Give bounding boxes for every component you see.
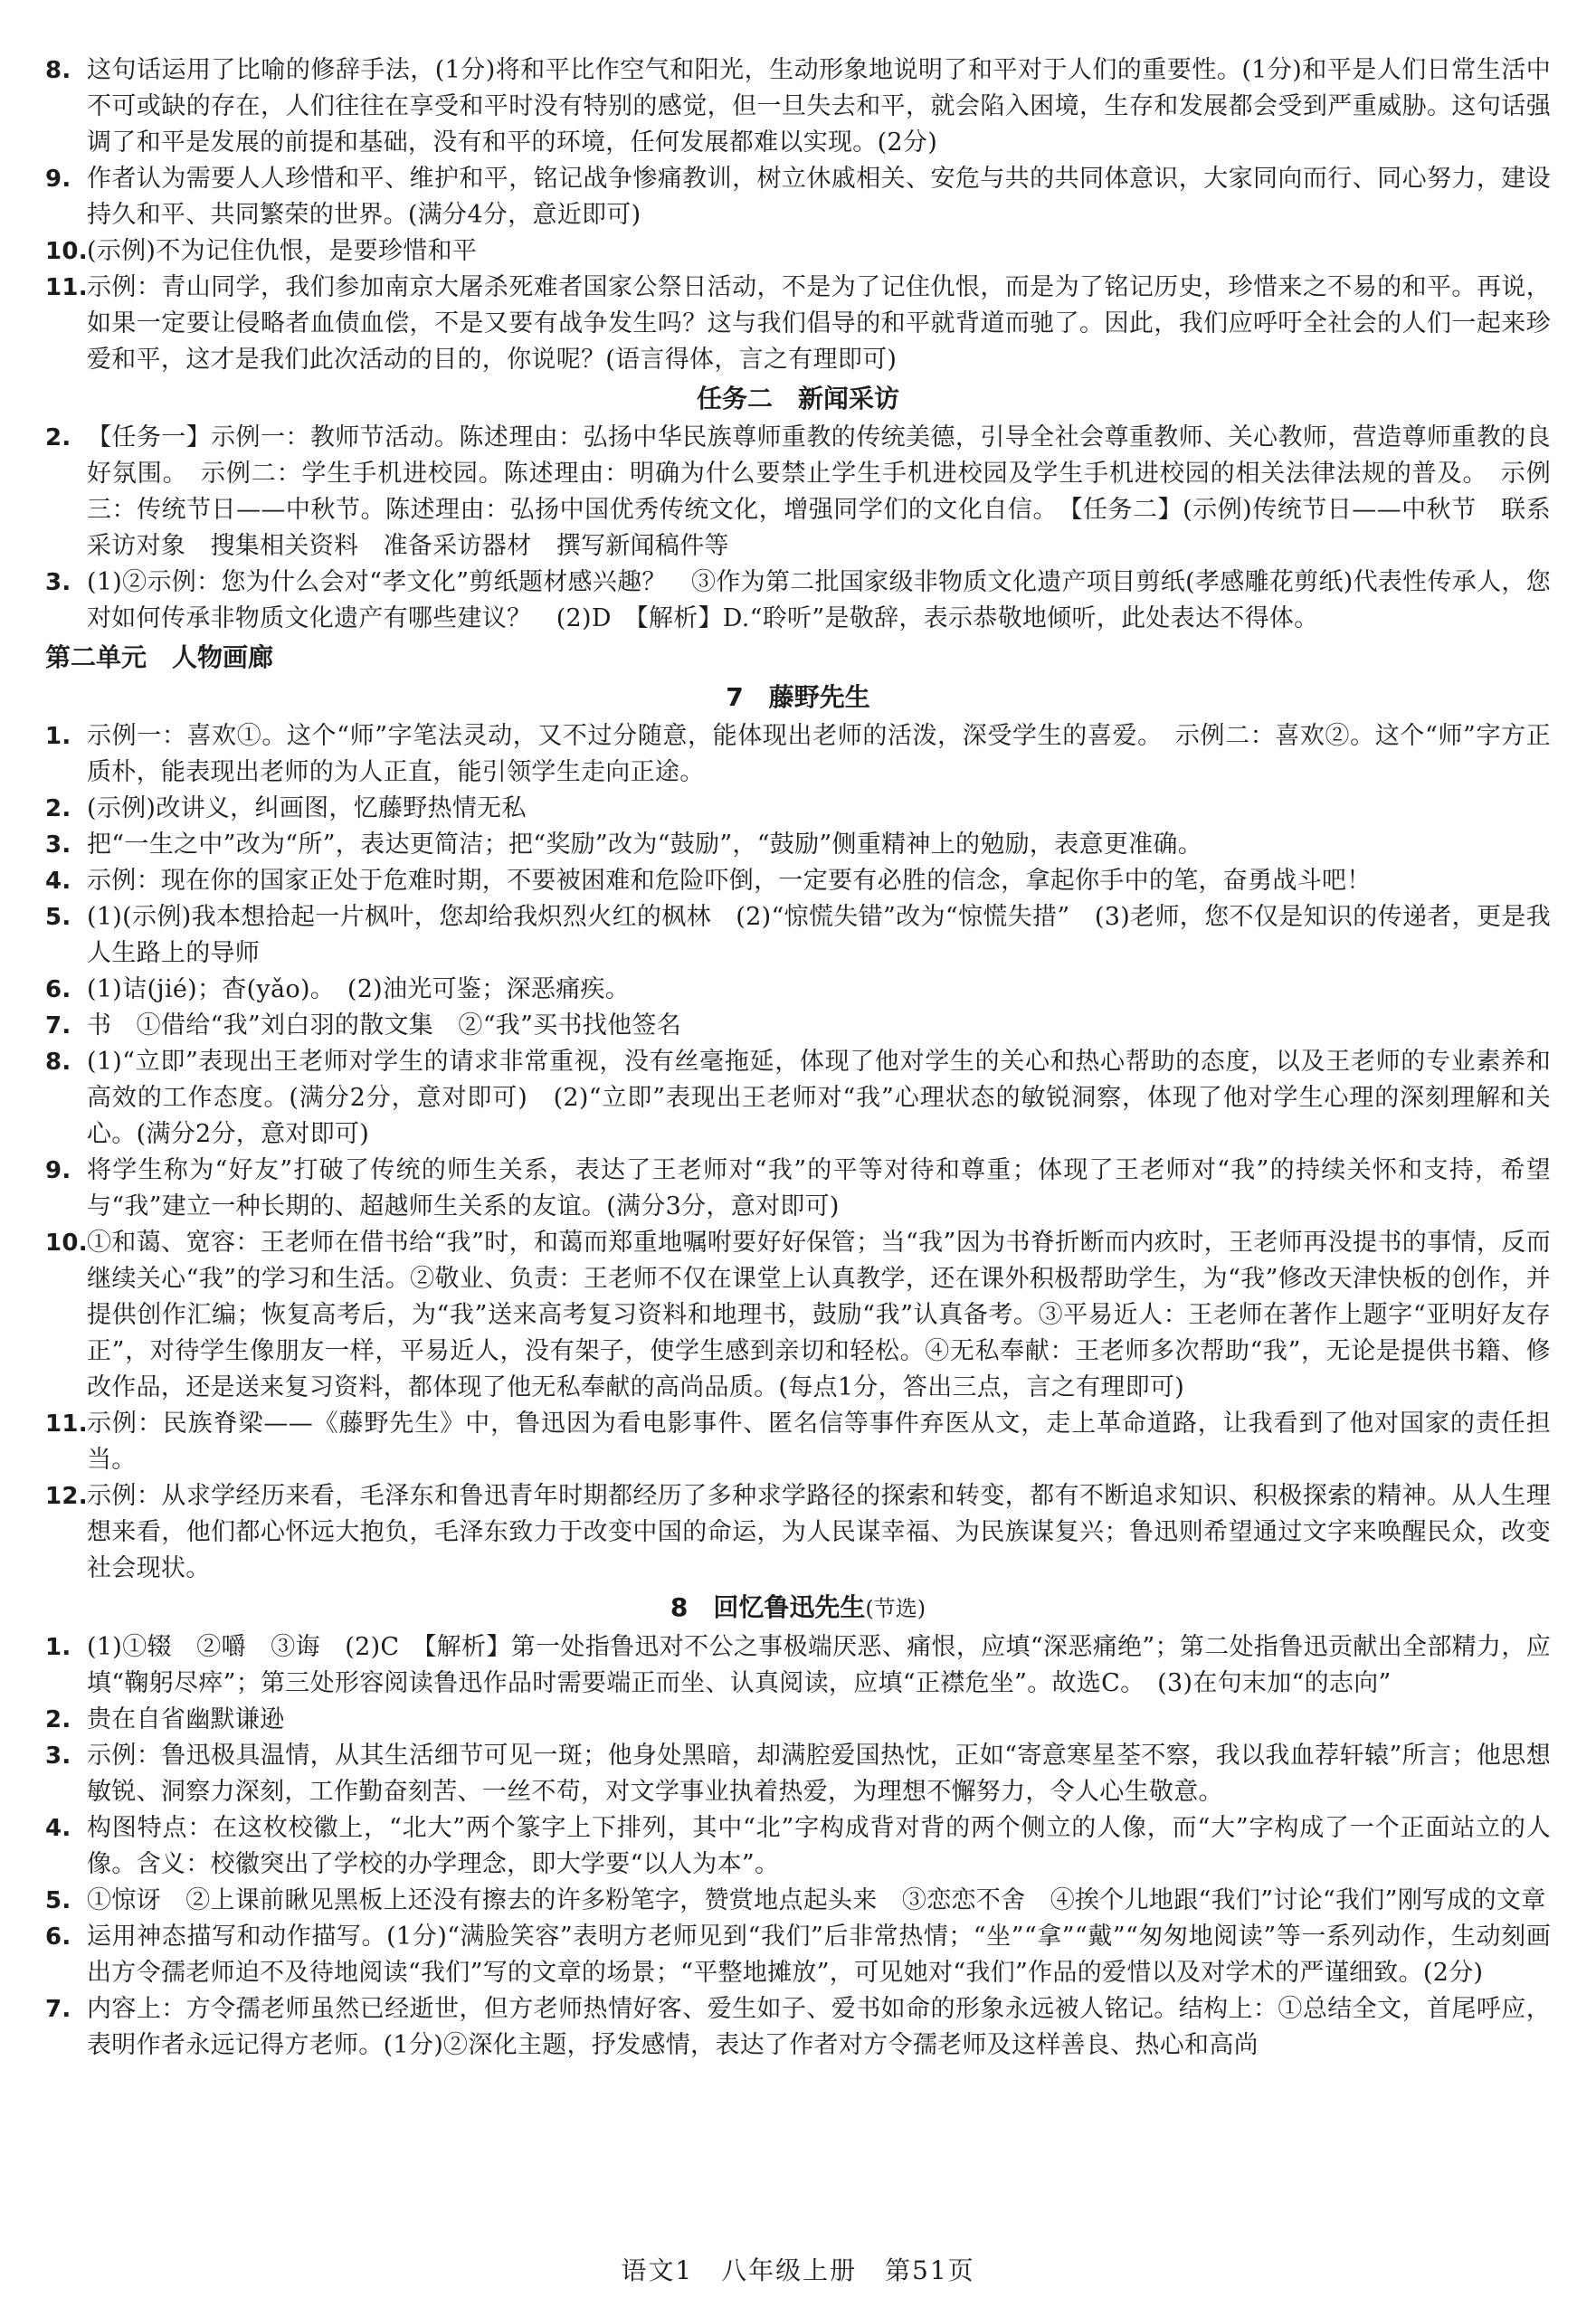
item-text: 内容上：方令孺老师虽然已经逝世，但方老师热情好客、爱生如子、爱书如命的形象永远被人铭记。结构上：①总结全文，首尾呼应，表明作者永远记得方老师。(1分)②深化主题，抒发感情，表达了作者对方令孺老师及这样善良、热心和高尚 xyxy=(87,1995,1551,2059)
answer-item xyxy=(45,270,1551,378)
item-text: 示例：民族脊梁——《藤野先生》中，鲁迅因为看电影事件、匿名信等事件弃医从文，走上革命道路，让我看到了他对国家的责任担当。 xyxy=(87,1410,1551,1474)
item-text: 把“一生之中”改为“所”，表达更简洁；把“奖励”改为“鼓励”，“鼓励”侧重精神上的勉励，表意更准确。 xyxy=(87,831,1203,859)
item-number: 8. xyxy=(45,1049,71,1076)
item-text: 示例：青山同学，我们参加南京大屠杀死难者国家公祭日活动，不是为了记住仇恨，而是为了铭记历史，珍惜来之不易的和平。再说，如果一定要让侵略者血债血偿，不是又要有战争发生吗？这与我们倡导的和平就背道而驰了。因此，我们应呼吁全社会的人们一起来珍爱和平，这才是我们此次活动的目的，你说呢？(语言得体，言之有理即可) xyxy=(87,273,1551,374)
item-text: 这句话运用了比喻的修辞手法，(1分)将和平比作空气和阳光，生动形象地说明了和平对于人们的重要性。(1分)和平是人们日常生活中不可或缺的存在，人们往往在享受和平时没有特别的感觉，但一旦失去和平，就会陷入困境，生存和发展都会受到严重威胁。这句话强调了和平是发展的前提和基础，没有和平的环境，任何发展都难以实现。(2分) xyxy=(87,56,1551,157)
item-text: (1)“立即”表现出王老师对学生的请求非常重视，没有丝毫拖延，体现了他对学生的关心和热心帮助的态度，以及王老师的专业素养和高效的工作态度。(满分2分，意对即可) (2)“立即”表现出王老师对“我”心理状态的敏锐洞察，体现了他对学生心理的深刻理解和关心。(满分2分，意对即可) xyxy=(87,1048,1551,1148)
answer-item xyxy=(45,827,1551,863)
answer-item xyxy=(45,161,1551,233)
item-text: ①和蔼、宽容：王老师在借书给“我”时，和蔼而郑重地嘱咐要好好保管；当“我”因为书脊折断而内疚时，王老师再没提书的事情，反而继续关心“我”的学习和生活。②敬业、负责：王老师不仅在课堂上认真教学，还在课外积极帮助学生，为“我”修改天津快板的创作，并提供创作汇编；恢复高考后，为“我”送来高考复习资料和地理书，鼓励“我”认真备考。③平易近人：王老师在著作上题字“亚明好友存正”，对待学生像朋友一样，平易近人，没有架子，使学生感到亲切和轻松。④无私奉献：王老师多次帮助“我”，无论是提供书籍、修改作品，还是送来复习资料，都体现了他无私奉献的高尚品质。(每点1分，答出三点，言之有理即可) xyxy=(87,1229,1551,1401)
item-text: (示例)不为记住仇恨，是要珍惜和平 xyxy=(87,237,478,265)
footer-subject: 语文1 xyxy=(621,2255,694,2285)
item-number: 2. xyxy=(45,795,71,822)
item-text: 运用神态描写和动作描写。(1分)“满脸笑容”表明方老师见到“我们”后非常热情；“坐”“拿”“戴”“匆匆地阅读”等一系列动作，生动刻画出方令孺老师迫不及待地阅读“我们”写的文章的场景；“平整地摊放”，可见她对“我们”作品的爱惜以及对学术的严谨细致。(2分) xyxy=(87,1923,1551,1987)
item-text: 示例：鲁迅极具温情，从其生活细节可见一斑；他身处黑暗，却满腔爱国热忱，正如“寄意寒星荃不察，我以我血荐轩辕”所言；他思想敏锐、洞察力深刻，工作勤奋刻苦、一丝不苟，对文学事业执着热爱，为理想不懈努力，令人心生敬意。 xyxy=(87,1742,1551,1806)
item-text: 书 ①借给“我”刘白羽的散文集 ②“我”买书找他签名 xyxy=(87,1011,682,1040)
item-number: 9. xyxy=(45,1157,71,1184)
item-text: (1)诘(jié)；杳(yǎo)。 (2)油光可鉴；深恶痛疾。 xyxy=(87,975,631,1003)
item-number: 3. xyxy=(45,831,71,859)
answer-item xyxy=(45,1810,1551,1883)
answer-item xyxy=(45,863,1551,899)
item-number: 7. xyxy=(45,1012,71,1040)
answer-item xyxy=(45,1919,1551,1991)
section-previous-answers xyxy=(45,52,1551,378)
answer-item xyxy=(45,420,1551,565)
item-text: 示例：从求学经历来看，毛泽东和鲁迅青年时期都经历了多种求学路径的探索和转变，都有不断追求知识、积极探索的精神。从人生理想来看，他们都心怀远大抱负，毛泽东致力于改变中国的命运，为人民谋幸福、为民族谋复兴；鲁迅则希望通过文字来唤醒民众，改变社会现状。 xyxy=(87,1482,1551,1582)
answer-item xyxy=(45,233,1551,270)
answer-item xyxy=(45,1702,1551,1738)
item-text: 贵在自省幽默谦逊 xyxy=(87,1705,285,1733)
item-number: 4. xyxy=(45,868,71,895)
answer-item xyxy=(45,1153,1551,1225)
item-text: 将学生称为“好友”打破了传统的师生关系，表达了王老师对“我”的平等对待和尊重；体现了王老师对“我”的持续关怀和支持，希望与“我”建立一种长期的、超越师生关系的友谊。(满分3分，意对即可) xyxy=(87,1156,1551,1220)
item-number: 7. xyxy=(45,1996,71,2023)
item-number: 3. xyxy=(45,569,71,596)
item-number: 2. xyxy=(45,1706,71,1733)
item-text: 示例一：喜欢①。这个“师”字笔法灵动，又不过分随意，能体现出老师的活泼，深受学生的喜爱。 示例二：喜欢②。这个“师”字方正质朴，能表现出老师的为人正直，能引领学生走向正途。 xyxy=(87,722,1551,786)
answer-item xyxy=(45,718,1551,791)
lesson8-section xyxy=(45,1629,1551,2064)
answer-item xyxy=(45,1008,1551,1044)
item-number: 11. xyxy=(45,1410,88,1438)
answer-item xyxy=(45,52,1551,161)
answer-item xyxy=(45,791,1551,827)
item-number: 12. xyxy=(45,1483,88,1510)
item-number: 1. xyxy=(45,1634,71,1661)
item-number: 4. xyxy=(45,1815,71,1842)
item-number: 8. xyxy=(45,57,71,84)
answer-item xyxy=(45,1629,1551,1702)
item-text: 【任务一】示例一：教师节活动。陈述理由：弘扬中华民族尊师重教的传统美德，引导全社会尊重教师、关心教师，营造尊师重教的良好氛围。 示例二：学生手机进校园。陈述理由：明确为什么要禁止学生手机进校园及学生手机进校园的相关法律法规的普及。 示例三：传统节日——中秋节。陈述理由：弘扬中国优秀传统文化，增强同学们的文化自信。 【任务二】(示例)传统节日——中秋节 联系采访对象 搜集相关资料 准备采访器材 撰写新闻稿件等 xyxy=(87,423,1551,560)
page-footer xyxy=(0,2253,1596,2289)
item-number: 10. xyxy=(45,238,88,265)
item-text: 构图特点：在这枚校徽上，“北大”两个篆字上下排列，其中“北”字构成背对背的两个侧立的人像，而“大”字构成了一个正面站立的人像。含义：校徽突出了学校的办学理念，即大学要“以人为本”。 xyxy=(87,1814,1551,1878)
task2-section xyxy=(45,420,1551,637)
answer-item xyxy=(45,1883,1551,1919)
answer-item xyxy=(45,1406,1551,1478)
lesson7-heading: 7 藤野先生 xyxy=(726,682,870,712)
unit-heading: 第二单元 人物画廊 xyxy=(45,642,274,672)
answer-item xyxy=(45,565,1551,637)
item-number: 1. xyxy=(45,723,71,750)
item-number: 5. xyxy=(45,904,71,931)
item-text: (1)②示例：您为什么会对“孝文化”剪纸题材感兴趣？ ③作为第二批国家级非物质文化遗产项目剪纸(孝感雕花剪纸)代表性传承人，您对如何传承非物质文化遗产有哪些建议？ (2)D 【解析】D.“聆听”是敬辞，表示恭敬地倾听，此处表达不得体。 xyxy=(87,568,1551,632)
lesson8-title: 8 回忆鲁迅先生 xyxy=(670,1592,866,1622)
item-text: (示例)改讲义，纠画图，忆藤野热情无私 xyxy=(87,794,527,822)
item-text: 作者认为需要人人珍惜和平、维护和平，铭记战争惨痛教训，树立休戚相关、安危与共的共同体意识，大家同向而行、同心努力，建设持久和平、共同繁荣的世界。(满分4分，意近即可) xyxy=(87,165,1551,229)
answer-item xyxy=(45,1225,1551,1406)
item-number: 10. xyxy=(45,1230,88,1257)
footer-page-number: 第51页 xyxy=(885,2255,975,2285)
lesson8-heading xyxy=(45,1589,1551,1628)
answer-item xyxy=(45,972,1551,1008)
lesson8-subtitle: (节选) xyxy=(865,1596,926,1621)
item-number: 5. xyxy=(45,1887,71,1914)
lesson7-section xyxy=(45,718,1551,1587)
answer-item xyxy=(45,899,1551,972)
answer-item xyxy=(45,1044,1551,1153)
answer-item xyxy=(45,1478,1551,1587)
task2-heading: 任务二 新闻采访 xyxy=(696,384,899,413)
item-number: 3. xyxy=(45,1742,71,1770)
item-number: 9. xyxy=(45,166,71,193)
item-text: ①惊讶 ②上课前瞅见黑板上还没有擦去的许多粉笔字，赞赏地点起头来 ③恋恋不舍 ④挨个儿地跟“我们”讨论“我们”刚写成的文章 xyxy=(87,1886,1546,1914)
answer-item xyxy=(45,1991,1551,2064)
footer-grade: 八年级上册 xyxy=(721,2255,858,2285)
item-number: 6. xyxy=(45,976,71,1003)
item-number: 2. xyxy=(45,424,71,451)
item-number: 6. xyxy=(45,1923,71,1951)
item-text: (1)(示例)我本想拾起一片枫叶，您却给我炽烈火红的枫林 (2)“惊慌失错”改为“惊慌失措” (3)老师，您不仅是知识的传递者，更是我人生路上的导师 xyxy=(87,903,1551,967)
answer-item xyxy=(45,1738,1551,1810)
item-text: (1)①辍 ②嚼 ③诲 (2)C 【解析】第一处指鲁迅对不公之事极端厌恶、痛恨，应填“深恶痛绝”；第二处指鲁迅贡献出全部精力，应填“鞠躬尽瘁”；第三处形容阅读鲁迅作品时需要端正而坐、认真阅读，应填“正襟危坐”。故选C。 (3)在句末加“的志向” xyxy=(87,1633,1551,1697)
item-number: 11. xyxy=(45,274,88,301)
item-text: 示例：现在你的国家正处于危难时期，不要被困难和危险吓倒，一定要有必胜的信念，拿起你手中的笔，奋勇战斗吧！ xyxy=(87,867,1372,895)
